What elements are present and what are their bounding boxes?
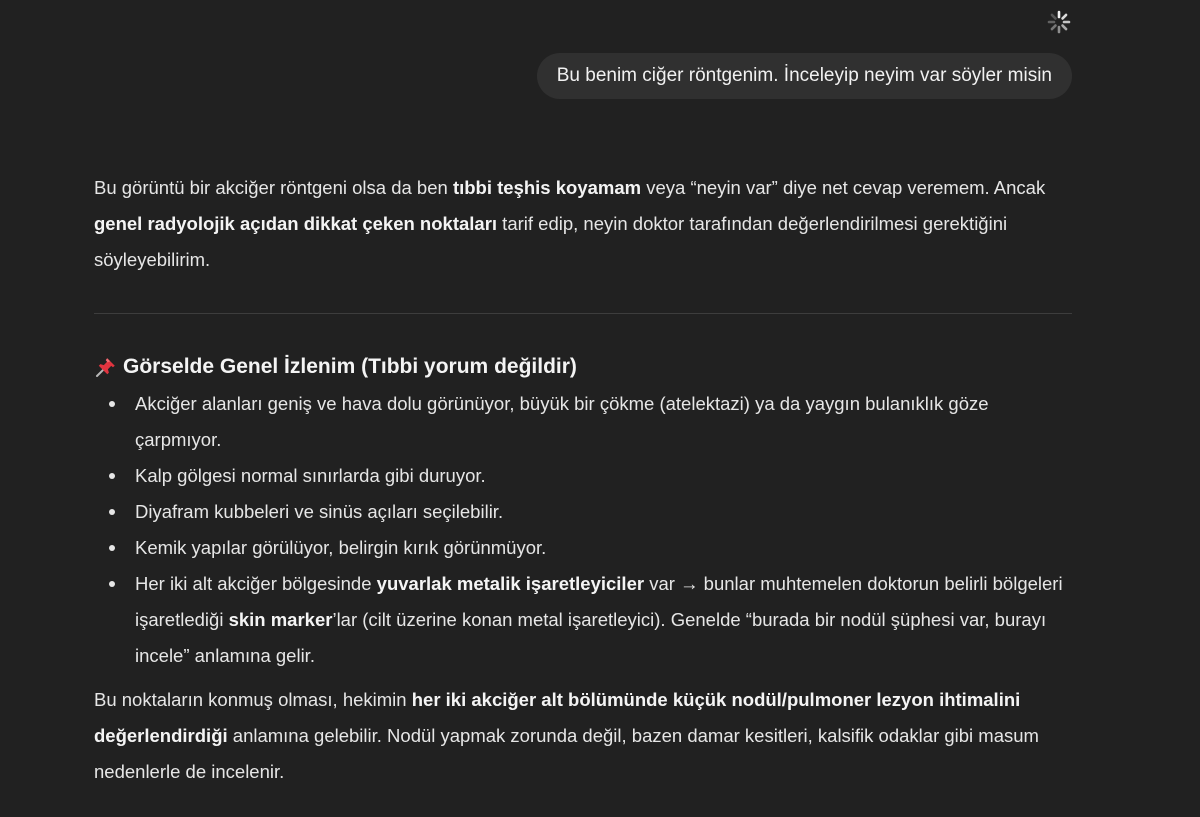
- user-message-bubble: [537, 53, 1072, 99]
- intro-text-1: Bu görüntü bir akciğer röntgeni olsa da ben: [94, 177, 453, 198]
- intro-text-3: tarif edip, neyin doktor tarafından değerlendirilmesi gerektiğini söyleyebilirim.: [94, 213, 1008, 270]
- intro-bold-2: genel radyolojik açıdan dikkat çeken noktaları: [94, 213, 498, 234]
- list-item-bold-2: skin marker: [228, 609, 333, 630]
- closing-text-1: Bu noktaların konmuş olması, hekimin: [94, 689, 412, 710]
- observation-list: [94, 386, 1072, 674]
- list-item: Diyafram kubbeleri ve sinüs açıları seçilebilir.: [135, 494, 1072, 530]
- section-heading: [94, 349, 1072, 385]
- closing-text-2: anlamına gelebilir. Nodül yapmak zorunda değil, bazen damar kesitleri, kalsifik odaklar gibi masum nedenlerle de incelenir.: [94, 725, 1039, 782]
- intro-bold-1: tıbbi teşhis koyamam: [452, 177, 642, 198]
- intro-text-2: veya “neyin var” diye net cevap veremem. Ancak: [641, 177, 1046, 198]
- section-divider: [94, 313, 1072, 314]
- list-item: Akciğer alanları geniş ve hava dolu görünüyor, büyük bir çökme (atelektazi) ya da yaygın bulanıklık göze çarpmıyor.: [135, 386, 1072, 458]
- closing-bold-1: her iki akciğer alt bölümünde küçük nodül/pulmoner lezyon ihtimalini değerlendirdiği: [94, 689, 1021, 746]
- list-item: Kalp gölgesi normal sınırlarda gibi duruyor.: [135, 458, 1072, 494]
- list-item: Kemik yapılar görülüyor, belirgin kırık görünmüyor.: [135, 530, 1072, 566]
- list-item: [135, 566, 1072, 674]
- intro-paragraph: [94, 170, 1072, 278]
- user-message-text: Bu benim ciğer röntgenim. İnceleyip neyim var söyler misin: [556, 65, 1052, 86]
- list-item-text-3: ’lar (cilt üzerine konan metal işaretleyici). Genelde “burada bir nodül şüphesi var, burayı incele” anlamına gelir.: [135, 609, 1047, 666]
- list-item-bold-1: yuvarlak metalik işaretleyiciler: [376, 573, 645, 594]
- list-item-text-2: var → bunlar muhtemelen doktorun belirli bölgeleri işaretlediği: [135, 573, 1063, 630]
- list-item-text-1: Her iki alt akciğer bölgesinde: [135, 573, 377, 594]
- assistant-response: [94, 170, 1072, 790]
- closing-paragraph: [94, 682, 1072, 790]
- section-title: Görselde Genel İzlenim (Tıbbi yorum değildir): [123, 355, 577, 378]
- loading-spinner-icon: [1046, 9, 1072, 35]
- pushpin-icon: [94, 355, 118, 379]
